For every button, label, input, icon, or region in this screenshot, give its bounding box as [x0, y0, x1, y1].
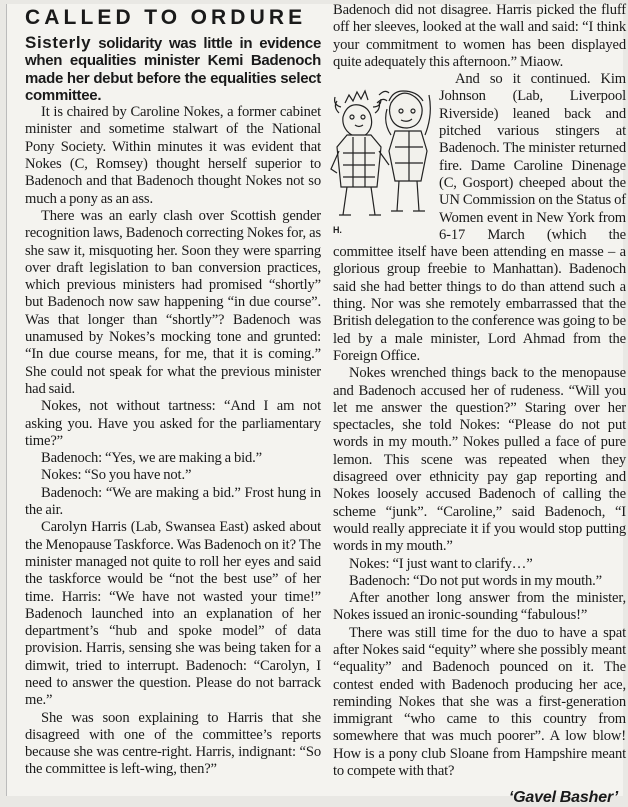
standfirst-text: solidarity was little in evidence when equalities minister Kemi Badenoch made her debut before the equalities select committee. — [25, 35, 321, 104]
right-column — [333, 2, 626, 807]
page — [6, 2, 626, 807]
paragraph: Nokes wrenched things back to the menopause and Badenoch accused her of rudeness. “Will you let me answer the question?” Staring over her spectacles, she told Nokes: “Please do not put words in my mouth.” Nokes pulled a face of pure lemon. This scene was repeated when they disagreed over ethnicity pay gap reporting and Nokes loosely accused Badenoch of calling the scheme “junk”. “Caroline,” said Badenoch, “I would really appreciate it if you would stop putting words in my mouth.” — [333, 365, 626, 555]
left-column — [25, 4, 321, 796]
paragraph — [333, 71, 626, 365]
paragraph: There was still time for the duo to have a spat after Nokes said “equity” where she possibly meant “equality” and Badenoch pounced on it. The contest ended with Badenoch producing her ace, reminding Nokes that she was a first-generation immigrant “who came to this country from somewhere that was much poorer”. A low blow! How is a pony club Sloane from Hampshire meant to compete with that? — [333, 624, 626, 780]
illustration-signature: H. — [333, 225, 342, 236]
paragraph: She was soon explaining to Harris that she disagreed with one of the committee’s reports because she was centre-right. Harris, indignant: “So the committee is left-wing, then?” — [25, 709, 321, 778]
paragraph-text: And so it continued. Kim Johnson (Lab, Liverpool Riverside) leaned back and pitched various stingers at Badenoch. The minister returned fire. Dame Caroline Dinenage (C, Gosport) cheeped about the UN Commission on the Status of Women event in New York from 6-17 March (which the committee itself have been attending en masse – a glorious group freebie to Manhattan). Badenoch said she had better things to do than attend such a thing. Nor was she remotely embarrassed that the British delegation to the conference was going to be led by a male minister, Lord Ahmad from the Foreign Office. — [333, 71, 626, 364]
standfirst-cap: Sisterly — [25, 33, 92, 52]
headline: CALLED TO ORDURE — [25, 6, 307, 29]
paragraph: Badenoch: “Yes, we are making a bid.” — [41, 450, 262, 467]
cartoon-illustration — [329, 73, 433, 239]
paragraph: Nokes: “So you have not.” — [41, 467, 192, 484]
paragraph: Badenoch did not disagree. Harris picked the fluff off her sleeves, looked at the wall and said: “I think your commitment to women has been displayed quite adequately this afternoon.” Miaow. — [333, 2, 626, 70]
paragraph: Carolyn Harris (Lab, Swansea East) asked about the Menopause Taskforce. Was Badenoch on it? The minister managed not quite to roll her eyes and said the taskforce would be “not the best use” of her time. Harris: “We have not wasted your time!” Badenoch launched into an explanation of her department’s “hub and spoke model” of data provision. Harris, sensing she was being taken for a dimwit, tried to interrupt. Badenoch: “Carolyn, I need to answer the question. Please do not barrack me.” — [25, 519, 321, 709]
paragraph: After another long answer from the minister, Nokes issued an ironic-sounding “fabulous!” — [333, 590, 626, 624]
paragraph: Nokes, not without tartness: “And I am not asking you. Have you asked for the parliamentary time?” — [25, 398, 321, 449]
standfirst — [25, 34, 321, 104]
paragraph: It is chaired by Caroline Nokes, a former cabinet minister and sometime stalwart of the National Pony Society. Within minutes it was evident that Nokes (C, Romsey) thought herself superior to Badenoch and that Badenoch thought Nokes not so much a pony as an ass. — [25, 104, 321, 207]
paragraph: Badenoch: “We are making a bid.” Frost hung in the air. — [25, 484, 321, 519]
paragraph: Badenoch: “Do not put words in my mouth.” — [349, 572, 603, 589]
paragraph: There was an early clash over Scottish gender recognition laws, Badenoch correcting Nokes for, as she saw it, misquoting her. Soon they were sparring over draft legislation to ban conversion practices, which previous ministers had promised “shortly” but Badenoch now saw happening “in due course”. Was that longer than “shortly”? Badenoch was unamused by Nokes’s mocking tone and grunted: “In due course means, for me, that it is coming.” She could not speak for what the previous minister had said. — [25, 207, 321, 397]
cartoon-figures-icon — [329, 73, 433, 239]
byline-signoff: ‘Gavel Basher’ — [508, 789, 618, 807]
paragraph: Nokes: “I just want to clarify…” — [349, 555, 533, 572]
